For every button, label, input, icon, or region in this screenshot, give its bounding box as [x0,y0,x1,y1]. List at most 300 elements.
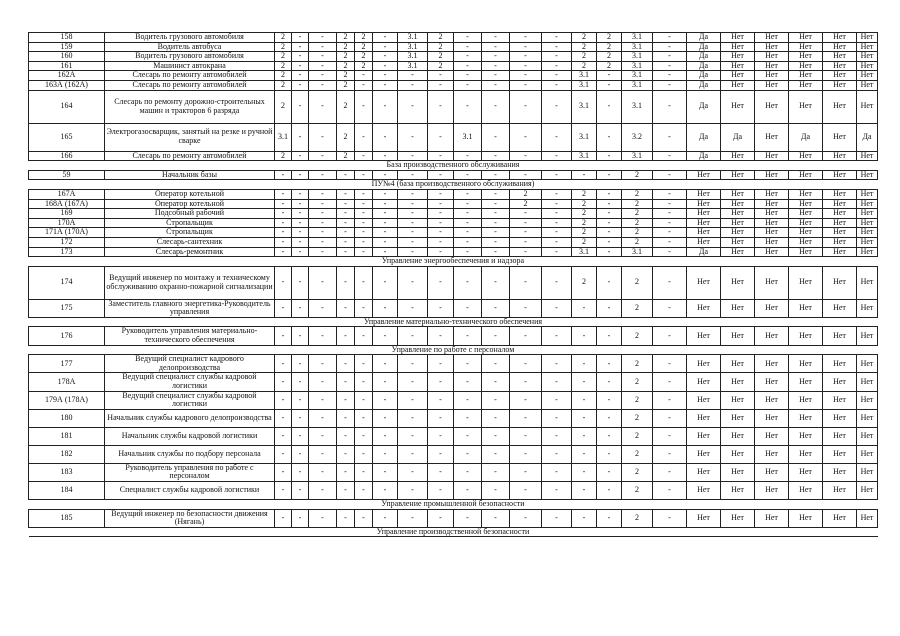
value-cell: - [373,463,398,481]
value-cell: 2 [622,189,653,199]
value-cell: - [428,509,454,527]
value-cell: - [355,463,373,481]
value-cell: - [482,482,510,500]
table-row [29,409,878,427]
value-cell: - [510,52,542,62]
value-cell: Нет [721,52,755,62]
row-number-cell: 162А [29,71,105,81]
position-name-cell: Подсобный рабочий [105,209,275,219]
value-cell: - [355,90,373,123]
value-cell: - [482,228,510,238]
value-cell: - [653,427,687,445]
value-cell: 2 [355,52,373,62]
value-cell: - [275,355,292,373]
value-cell: - [597,445,622,463]
row-number-cell: 163А (162А) [29,80,105,90]
value-cell: - [597,90,622,123]
value-cell: - [510,123,542,151]
table-row [29,123,878,151]
value-cell: - [454,42,482,52]
value-cell: - [309,327,337,345]
value-cell: - [482,71,510,81]
value-cell: - [337,327,355,345]
value-cell: - [428,71,454,81]
value-cell: Нет [721,33,755,43]
value-cell: Нет [755,327,789,345]
value-cell: - [428,373,454,391]
position-name-cell: Стропальщик [105,228,275,238]
position-name-cell: Ведущий специалист кадрового делопроизводства [105,355,275,373]
value-cell: - [373,482,398,500]
position-name-cell: Начальник базы [105,170,275,180]
value-cell: - [355,482,373,500]
value-cell: - [292,482,309,500]
value-cell: - [398,427,428,445]
value-cell: - [510,33,542,43]
value-cell: Да [721,123,755,151]
value-cell: 2 [275,90,292,123]
value-cell: Нет [823,80,857,90]
value-cell: Да [857,123,878,151]
value-cell: - [482,463,510,481]
value-cell: - [275,409,292,427]
value-cell: - [292,33,309,43]
value-cell: - [337,427,355,445]
position-name-cell: Слесарь по ремонту автомобилей [105,151,275,161]
value-cell: - [454,355,482,373]
value-cell: 3.1 [275,123,292,151]
value-cell: - [373,509,398,527]
value-cell: - [510,90,542,123]
value-cell: - [572,445,597,463]
table-row [29,237,878,247]
value-cell: - [653,199,687,209]
value-cell: - [597,427,622,445]
value-cell: - [510,209,542,219]
value-cell: - [355,355,373,373]
value-cell: Нет [721,391,755,409]
value-cell: - [510,299,542,317]
value-cell: Нет [721,189,755,199]
table-row [29,42,878,52]
value-cell: - [572,509,597,527]
row-number-cell: 172 [29,237,105,247]
value-cell: - [309,237,337,247]
value-cell: Нет [857,209,878,219]
value-cell: - [355,189,373,199]
value-cell: Нет [857,33,878,43]
value-cell: - [572,409,597,427]
value-cell: - [653,52,687,62]
value-cell: 2 [597,61,622,71]
value-cell: - [398,90,428,123]
value-cell: - [337,373,355,391]
value-cell: - [653,71,687,81]
value-cell: - [510,463,542,481]
value-cell: - [398,482,428,500]
value-cell: - [373,237,398,247]
value-cell: Нет [755,52,789,62]
value-cell: - [428,391,454,409]
value-cell: Да [687,80,721,90]
value-cell: 3.1 [398,61,428,71]
section-title: База производственного обслуживания [29,161,878,171]
value-cell: - [292,509,309,527]
value-cell: - [292,61,309,71]
table-row [29,199,878,209]
value-cell: - [292,189,309,199]
value-cell: - [309,247,337,257]
value-cell: Нет [823,33,857,43]
value-cell: 2 [428,61,454,71]
value-cell: - [292,90,309,123]
value-cell: - [510,80,542,90]
value-cell: - [428,151,454,161]
value-cell: 3.1 [398,33,428,43]
document-page [28,32,874,537]
value-cell: - [373,90,398,123]
value-cell: - [292,123,309,151]
value-cell: - [542,80,572,90]
value-cell: Нет [755,189,789,199]
value-cell: 3.1 [572,123,597,151]
position-name-cell: Начальник службы кадровой логистики [105,427,275,445]
value-cell: - [454,71,482,81]
value-cell: Нет [755,373,789,391]
value-cell: - [398,228,428,238]
value-cell: - [292,42,309,52]
value-cell: - [292,247,309,257]
value-cell: - [398,123,428,151]
value-cell: 2 [275,61,292,71]
value-cell: Нет [755,409,789,427]
value-cell: - [337,218,355,228]
value-cell: - [482,509,510,527]
value-cell: - [653,247,687,257]
value-cell: - [542,482,572,500]
value-cell: - [542,228,572,238]
table-row [29,71,878,81]
value-cell: Нет [755,151,789,161]
value-cell: - [454,218,482,228]
row-number-cell: 173 [29,247,105,257]
value-cell: - [428,299,454,317]
value-cell: - [572,463,597,481]
value-cell: Нет [857,228,878,238]
value-cell: Нет [687,355,721,373]
value-cell: Нет [721,482,755,500]
value-cell: - [482,237,510,247]
value-cell: 3.1 [622,33,653,43]
value-cell: - [309,409,337,427]
value-cell: Нет [789,355,823,373]
value-cell: - [653,80,687,90]
value-cell: 2 [275,52,292,62]
value-cell: - [292,237,309,247]
value-cell: - [309,42,337,52]
value-cell: Нет [721,355,755,373]
value-cell: Нет [721,80,755,90]
value-cell: - [542,445,572,463]
value-cell: - [355,151,373,161]
value-cell: Нет [857,509,878,527]
value-cell: 2 [572,228,597,238]
value-cell: Нет [687,209,721,219]
value-cell: - [309,228,337,238]
value-cell: Нет [857,80,878,90]
position-name-cell: Оператор котельной [105,199,275,209]
value-cell: Нет [687,237,721,247]
value-cell: - [373,189,398,199]
value-cell: - [597,247,622,257]
section-header-row [29,500,878,510]
table-row [29,247,878,257]
value-cell: Нет [755,463,789,481]
value-cell: - [542,90,572,123]
value-cell: Нет [755,266,789,299]
value-cell: Нет [755,228,789,238]
value-cell: 3.1 [398,52,428,62]
value-cell: 2 [337,123,355,151]
value-cell: 2 [622,170,653,180]
position-name-cell: Начальник службы по подбору персонала [105,445,275,463]
value-cell: - [355,299,373,317]
value-cell: Нет [857,237,878,247]
value-cell: Нет [823,123,857,151]
value-cell: Нет [789,170,823,180]
value-cell: - [373,247,398,257]
value-cell: 3.1 [572,247,597,257]
value-cell: - [572,170,597,180]
value-cell: 2 [622,373,653,391]
section-title: Управление энергообеспечения и надзора [29,257,878,267]
value-cell: 3.1 [572,151,597,161]
value-cell: Нет [789,199,823,209]
value-cell: - [292,427,309,445]
position-name-cell: Ведущий специалист службы кадровой логистики [105,373,275,391]
value-cell: - [653,463,687,481]
value-cell: - [398,409,428,427]
value-cell: - [337,237,355,247]
table-row [29,327,878,345]
value-cell: Нет [789,90,823,123]
value-cell: - [398,151,428,161]
value-cell: - [355,247,373,257]
value-cell: 2 [597,52,622,62]
value-cell: 2 [572,218,597,228]
value-cell: - [454,409,482,427]
value-cell: - [355,80,373,90]
value-cell: - [597,123,622,151]
position-name-cell: Слесарь-сантехник [105,237,275,247]
value-cell: - [510,71,542,81]
section-title: Управление по работе с персоналом [29,345,878,355]
value-cell: - [292,80,309,90]
value-cell: - [653,209,687,219]
value-cell: - [275,199,292,209]
value-cell: - [454,52,482,62]
value-cell: - [542,170,572,180]
value-cell: Нет [823,266,857,299]
value-cell: - [653,42,687,52]
value-cell: - [337,409,355,427]
value-cell: - [373,228,398,238]
value-cell: Нет [789,299,823,317]
position-name-cell: Оператор котельной [105,189,275,199]
value-cell: - [653,170,687,180]
row-number-cell: 167А [29,189,105,199]
value-cell: - [292,209,309,219]
value-cell: - [597,266,622,299]
value-cell: Нет [789,237,823,247]
value-cell: - [653,299,687,317]
value-cell: 2 [275,80,292,90]
value-cell: Нет [823,445,857,463]
value-cell: - [309,509,337,527]
value-cell: - [597,355,622,373]
value-cell: Нет [823,90,857,123]
value-cell: Нет [755,61,789,71]
value-cell: Нет [823,71,857,81]
value-cell: - [292,266,309,299]
value-cell: 2 [622,463,653,481]
value-cell: Нет [687,218,721,228]
value-cell: 2 [622,327,653,345]
value-cell: Нет [755,247,789,257]
value-cell: Нет [789,218,823,228]
value-cell: - [510,409,542,427]
value-cell: Нет [857,391,878,409]
value-cell: - [428,266,454,299]
value-cell: - [653,189,687,199]
value-cell: - [454,33,482,43]
value-cell: Нет [789,445,823,463]
value-cell: - [454,373,482,391]
value-cell: Нет [789,42,823,52]
value-cell: - [373,409,398,427]
value-cell: - [653,228,687,238]
value-cell: - [373,52,398,62]
value-cell: - [510,61,542,71]
value-cell: 3.1 [454,123,482,151]
value-cell: Нет [789,427,823,445]
value-cell: 2 [622,228,653,238]
value-cell: Нет [789,391,823,409]
section-header-row [29,257,878,267]
value-cell: - [653,445,687,463]
value-cell: 2 [622,509,653,527]
value-cell: Нет [755,509,789,527]
value-cell: - [510,327,542,345]
value-cell: - [482,299,510,317]
value-cell: - [309,189,337,199]
value-cell: 2 [428,33,454,43]
value-cell: Нет [687,445,721,463]
value-cell: 3.1 [572,71,597,81]
value-cell: - [597,327,622,345]
position-name-cell: Руководитель управления материально-технического обеспечения [105,327,275,345]
value-cell: Нет [755,90,789,123]
value-cell: - [355,123,373,151]
value-cell: 2 [597,42,622,52]
value-cell: Нет [823,463,857,481]
value-cell: 2 [337,90,355,123]
value-cell: - [510,228,542,238]
value-cell: - [355,170,373,180]
value-cell: - [510,373,542,391]
row-number-cell: 161 [29,61,105,71]
value-cell: - [355,409,373,427]
position-name-cell: Слесарь по ремонту автомобилей [105,80,275,90]
value-cell: 3.1 [398,42,428,52]
value-cell: Нет [857,151,878,161]
value-cell: - [542,209,572,219]
value-cell: - [597,199,622,209]
value-cell: - [542,427,572,445]
value-cell: - [510,247,542,257]
value-cell: - [309,355,337,373]
value-cell: - [428,427,454,445]
value-cell: - [428,189,454,199]
value-cell: - [309,266,337,299]
value-cell: Нет [857,355,878,373]
table-row [29,463,878,481]
value-cell: Нет [857,299,878,317]
value-cell: - [398,391,428,409]
value-cell: - [373,42,398,52]
value-cell: 2 [355,33,373,43]
value-cell: - [355,209,373,219]
section-title: Управление промышленной безопасности [29,500,878,510]
section-header-row [29,161,878,171]
value-cell: - [292,151,309,161]
value-cell: 3.2 [622,123,653,151]
value-cell: - [454,463,482,481]
value-cell: - [337,509,355,527]
value-cell: Нет [687,170,721,180]
value-cell: 2 [275,33,292,43]
position-name-cell: Руководитель управления по работе с персоналом [105,463,275,481]
value-cell: - [454,391,482,409]
position-name-cell: Стропальщик [105,218,275,228]
value-cell: - [454,61,482,71]
value-cell: 2 [428,52,454,62]
value-cell: Нет [857,463,878,481]
value-cell: - [542,509,572,527]
value-cell: Нет [687,199,721,209]
value-cell: - [454,327,482,345]
value-cell: - [309,482,337,500]
value-cell: - [292,299,309,317]
value-cell: - [309,445,337,463]
value-cell: - [355,391,373,409]
position-name-cell: Электрогазосварщик, занятый на резке и ручной сварке [105,123,275,151]
value-cell: Нет [789,71,823,81]
value-cell: Нет [687,299,721,317]
value-cell: - [510,355,542,373]
value-cell: Нет [823,355,857,373]
table-row [29,482,878,500]
value-cell: 3.1 [622,71,653,81]
section-header-row [29,180,878,190]
value-cell: 2 [622,266,653,299]
value-cell: Нет [687,327,721,345]
section-title: Управление материально-технического обеспечения [29,317,878,327]
value-cell: - [292,199,309,209]
value-cell: Нет [823,61,857,71]
value-cell: 2 [275,71,292,81]
value-cell: - [309,209,337,219]
